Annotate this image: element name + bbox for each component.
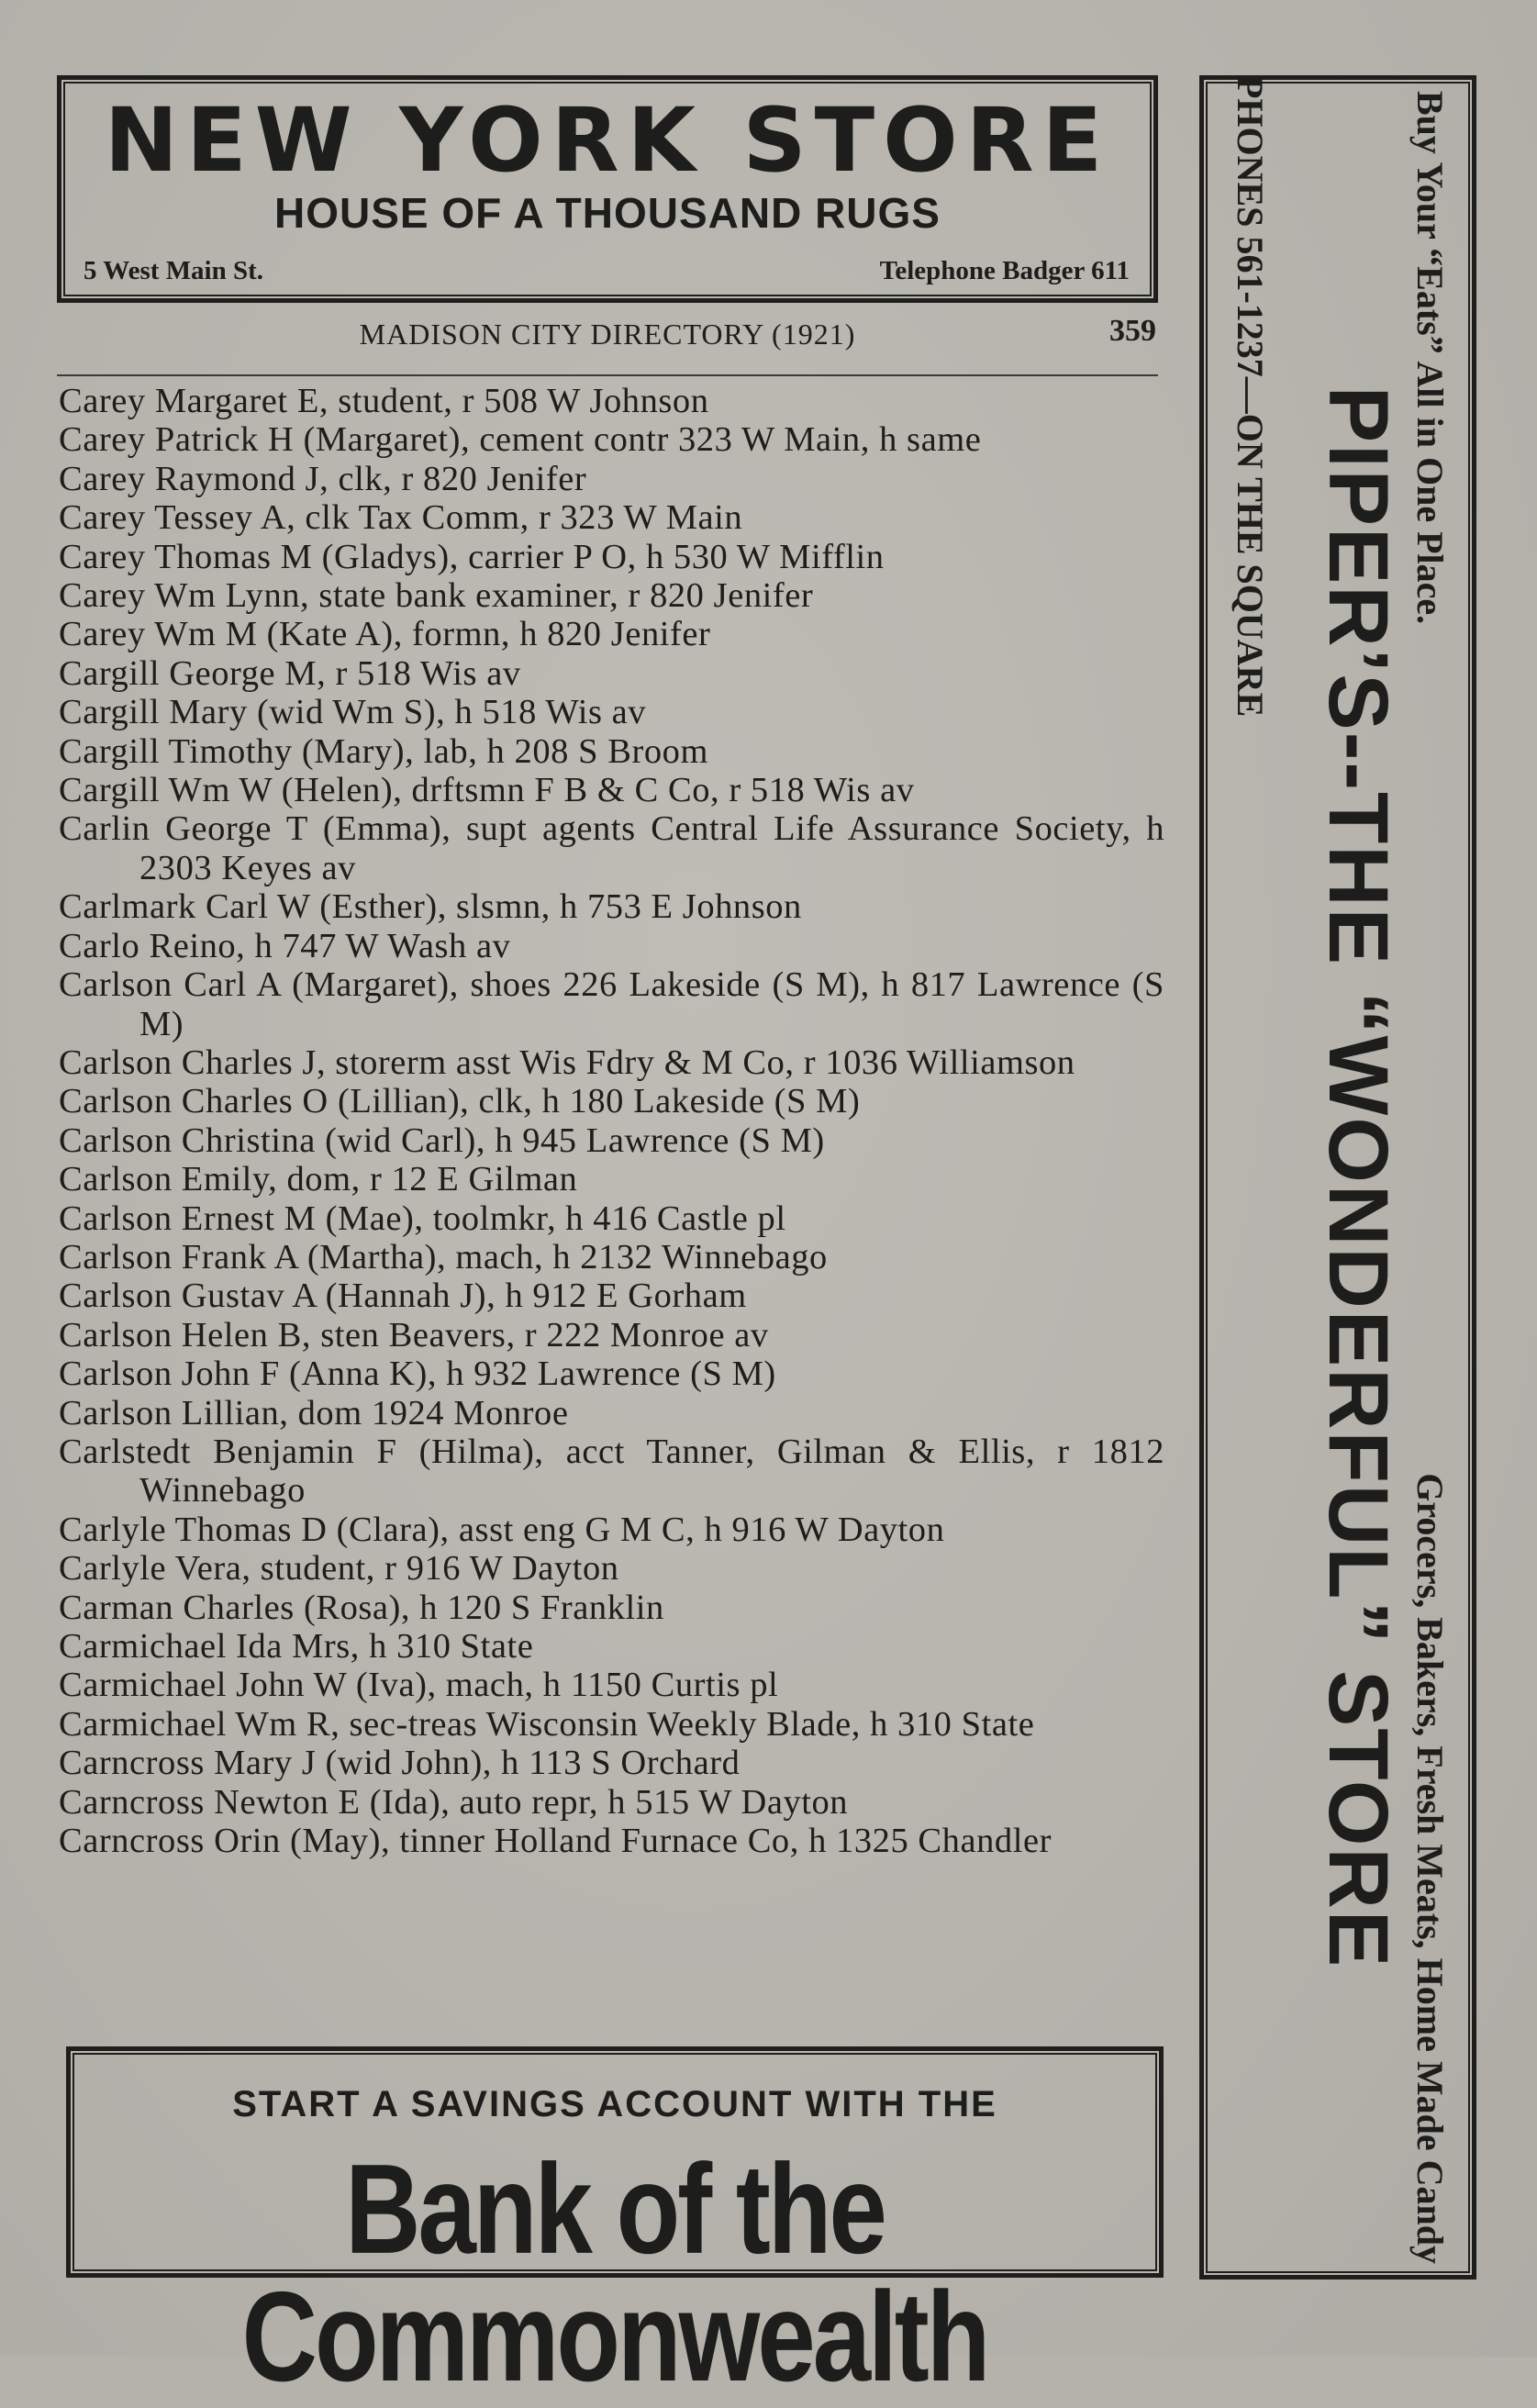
directory-entry: Carlyle Thomas D (Clara), asst eng G M C, h 916 W Dayton xyxy=(59,1510,945,1549)
directory-entry: Carlson Emily, dom, r 12 E Gilman xyxy=(59,1160,578,1199)
running-header xyxy=(57,310,1158,376)
side-ad-slogan: Buy Your “Eats” All in One Place. xyxy=(1409,91,1451,625)
directory-entry: Cargill Wm W (Helen), drftsmn F B & C Co, r 518 Wis av xyxy=(59,771,915,810)
directory-entry: Carlo Reino, h 747 W Wash av xyxy=(59,926,511,965)
directory-entry: Carncross Mary J (wid John), h 113 S Orchard xyxy=(59,1744,741,1783)
directory-entry: Cargill Mary (wid Wm S), h 518 Wis av xyxy=(59,693,647,732)
store-address: 5 West Main St. xyxy=(84,256,264,285)
directory-title: MADISON CITY DIRECTORY (1921) xyxy=(359,318,856,351)
directory-entry: Carmichael Ida Mrs, h 310 State xyxy=(59,1627,534,1666)
directory-entry: Cargill Timothy (Mary), lab, h 208 S Broom xyxy=(59,731,708,771)
directory-entry: Carlson Gustav A (Hannah J), h 912 E Gorham xyxy=(59,1276,747,1316)
directory-entry: Carey Wm Lynn, state bank examiner, r 820 Jenifer xyxy=(59,576,814,616)
directory-entry: Carey Raymond J, clk, r 820 Jenifer xyxy=(59,459,587,498)
bank-ad xyxy=(66,2046,1164,2408)
store-name: NEW YORK STORE xyxy=(104,89,1111,192)
directory-entry: Carlson Carl A (Margaret), shoes 226 Lakeside (S M), h 817 Lawrence (S M) xyxy=(59,965,1164,1043)
directory-entries xyxy=(59,382,1164,1860)
directory-entry: Carey Tessey A, clk Tax Comm, r 323 W Main xyxy=(59,498,743,538)
side-ad-phones: PHONES 561-1237—ON THE SQUARE xyxy=(1230,76,1271,718)
side-ad-products: Grocers, Bakers, Fresh Meats, Home Made Candy xyxy=(1409,1473,1451,2264)
directory-entry: Carey Margaret E, student, r 508 W Johnson xyxy=(59,382,709,420)
directory-entry: Carlmark Carl W (Esther), slsmn, h 753 E Johnson xyxy=(59,887,802,927)
directory-entry: Carey Thomas M (Gladys), carrier P O, h 530 W Mifflin xyxy=(59,537,885,576)
directory-entry: Carmichael John W (Iva), mach, h 1150 Curtis pl xyxy=(59,1666,779,1705)
directory-entry: Carlin George T (Emma), supt agents Central Life Assurance Society, h 2303 Keyes av xyxy=(59,809,1164,887)
directory-entry: Carlson John F (Anna K), h 932 Lawrence (S M) xyxy=(59,1354,776,1394)
directory-entry: Carman Charles (Rosa), h 120 S Franklin xyxy=(59,1588,664,1627)
savings-line: START A SAVINGS ACCOUNT WITH THE xyxy=(232,2084,997,2124)
store-phone: Telephone Badger 611 xyxy=(879,256,1130,285)
pipers-store-ad xyxy=(1200,76,1476,2279)
directory-entry: Carlson Christina (wid Carl), h 945 Lawrence (S M) xyxy=(59,1120,825,1160)
directory-entry: Carmichael Wm R, sec-treas Wisconsin Weekly Blade, h 310 State xyxy=(59,1704,1035,1744)
side-ad-store-name: PIPER’S--THE “WONDERFUL” STORE xyxy=(1311,385,1405,1969)
directory-entry: Carlstedt Benjamin F (Hilma), acct Tanner, Gilman & Ellis, r 1812 Winnebago xyxy=(59,1432,1164,1511)
directory-entry: Carlyle Vera, student, r 916 W Dayton xyxy=(59,1549,619,1589)
directory-entry: Carlson Charles J, storerm asst Wis Fdry & M Co, r 1036 Williamson xyxy=(59,1042,1075,1082)
directory-entry: Carlson Ernest M (Mae), toolmkr, h 416 Castle pl xyxy=(59,1198,786,1238)
directory-entry: Carlson Lillian, dom 1924 Monroe xyxy=(59,1393,569,1433)
directory-entry: Carey Patrick H (Margaret), cement contr 323 W Main, h same xyxy=(59,420,982,460)
directory-entry: Carlson Helen B, sten Beavers, r 222 Monroe av xyxy=(59,1315,769,1354)
store-tagline: HOUSE OF A THOUSAND RUGS xyxy=(274,189,941,237)
directory-entry: Cargill George M, r 518 Wis av xyxy=(59,653,521,693)
directory-entry: Carncross Newton E (Ida), auto repr, h 515 W Dayton xyxy=(59,1782,849,1822)
bank-name: Bank of the Commonwealth xyxy=(241,2138,988,2408)
directory-entry: Carncross Orin (May), tinner Holland Furnace Co, h 1325 Chandler xyxy=(59,1822,1052,1861)
new-york-store-ad xyxy=(57,75,1158,303)
page-number: 359 xyxy=(1109,314,1156,348)
directory-entry: Carlson Frank A (Martha), mach, h 2132 Winnebago xyxy=(59,1237,828,1276)
directory-entry: Carey Wm M (Kate A), formn, h 820 Jenifer xyxy=(59,615,711,654)
directory-entry: Carlson Charles O (Lillian), clk, h 180 Lakeside (S M) xyxy=(59,1082,861,1121)
